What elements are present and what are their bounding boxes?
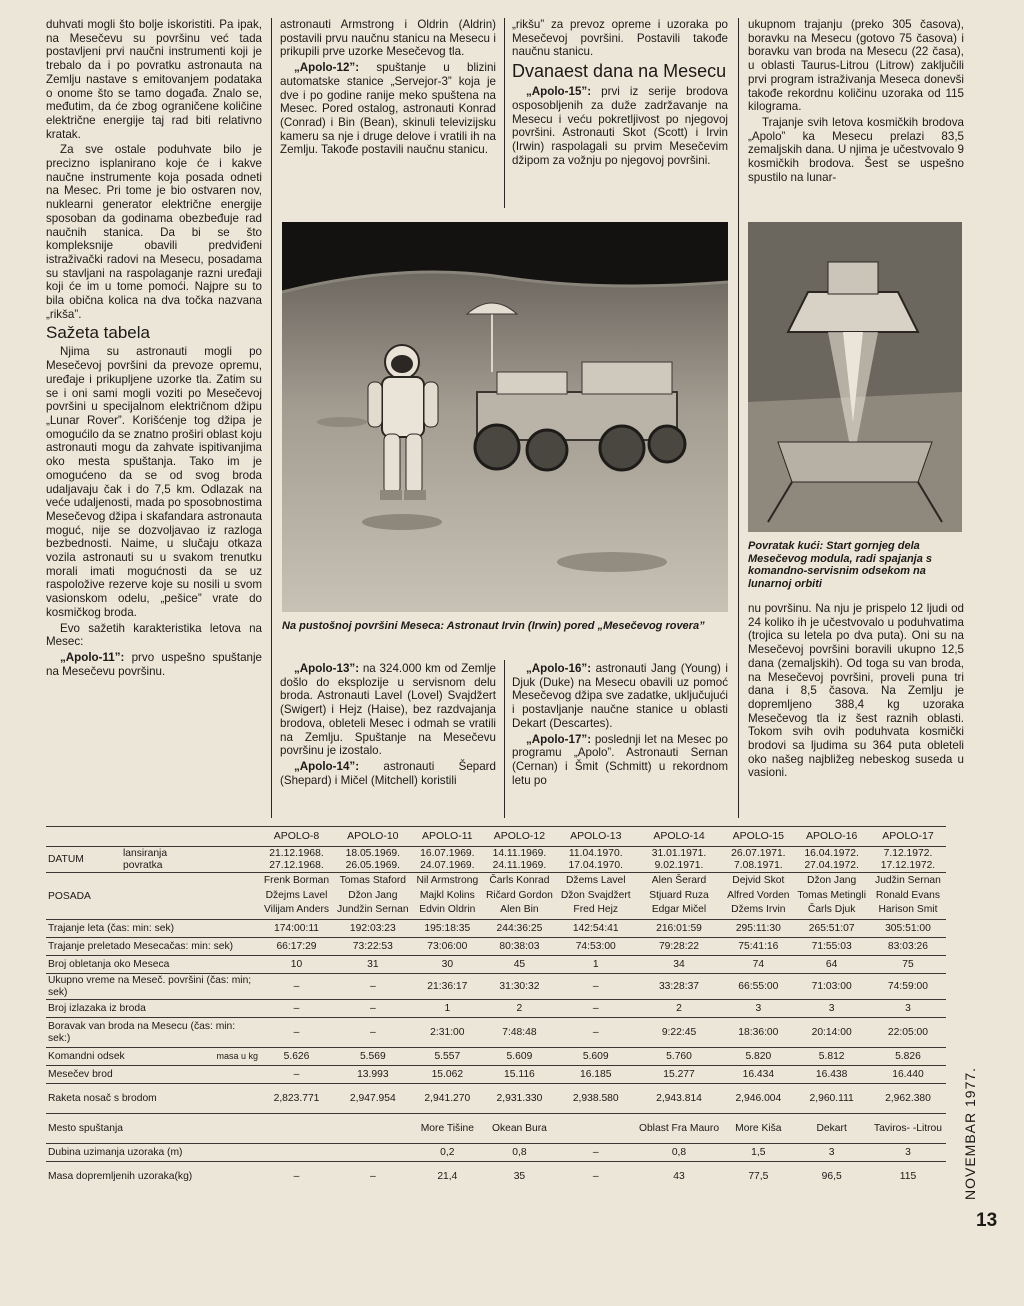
table-cell: 33:28:37 (635, 974, 724, 1000)
row-label: Masa dopremljenih uzoraka(kg) (46, 1162, 260, 1192)
table-cell: 74:53:00 (557, 938, 635, 956)
crew-member: Jundžin Sernan (337, 904, 409, 916)
table-cell: – (557, 974, 635, 1000)
launch-date: 18.05.1969. (345, 848, 401, 860)
crew-cell (333, 873, 413, 920)
table-cell: 7:48:48 (482, 1018, 557, 1048)
lunar-module-caption: Povratak kući: Start gornjeg dela Mesečevog modula, radi spajanja s komandno-servisnim odsekom na lunarnoj orbiti (748, 540, 933, 590)
table-cell: 16.438 (793, 1066, 870, 1084)
photo-illustration (748, 222, 962, 532)
date-cell (870, 847, 946, 873)
date-cell (793, 847, 870, 873)
row-label: Boravak van broda na Mesecu (čas: min: sek:) (46, 1018, 260, 1048)
crew-member: Džon Svajdžert (560, 889, 631, 901)
paragraph (46, 651, 262, 678)
table-cell: 115 (870, 1162, 946, 1192)
table-cell: 2 (635, 1000, 724, 1018)
date-cell (333, 847, 413, 873)
table-cell: 79:28:22 (635, 938, 724, 956)
launch-date: 26.07.1971. (731, 848, 786, 860)
crew-member: Majkl Kolins (419, 889, 475, 901)
table-cell: 34 (635, 956, 724, 974)
paragraph: „rikšu” za prevoz opreme i uzoraka po Mesečevoj površini. Postavili takođe naučnu stanicu. (512, 18, 728, 59)
table-header-row (46, 827, 946, 847)
crew-member: Džems Irvin (731, 904, 786, 916)
paragraph-text: astronauti Šepard (Shepard) i Mičel (Mitchell) koristili (280, 759, 496, 787)
table-cell: 73:22:53 (333, 938, 413, 956)
table-row (46, 1000, 946, 1018)
launch-date: 7.12.1972. (883, 848, 933, 860)
row-label: Trajanje leta (čas: min: sek) (46, 920, 260, 938)
table-cell: 5.760 (635, 1048, 724, 1066)
table-cell: More Kiša (723, 1114, 793, 1144)
table-cell: 3 (870, 1000, 946, 1018)
table-cell: 5.812 (793, 1048, 870, 1066)
paragraph (512, 85, 728, 167)
table-cell: 5.569 (333, 1048, 413, 1066)
row-label: Broj izlazaka iz broda (46, 1000, 260, 1018)
table-cell: 16.440 (870, 1066, 946, 1084)
column-header: APOLO-16 (793, 827, 870, 847)
crew-member: Fred Hejz (573, 904, 619, 916)
photo-caption: Na pustošnoj površini Meseca: Astronaut Irvin (Irwin) pored „Mesečevog rovera” (282, 620, 705, 632)
table-cell: 15.116 (482, 1066, 557, 1084)
row-label: Komandni odsek masa u kg (46, 1048, 260, 1066)
table-cell: 45 (482, 956, 557, 974)
paragraph: ukupnom trajanju (preko 305 časova), boravku na Mesecu (gotovo 75 časova) i boravku van broda na Mesecu (22 časa), u oblasti Taurus-Litrou (Litrow) zaključili prvi program istraživanja Meseca donevši takođe rekordnu količinu uzoraka od 115 kilograma. (748, 18, 964, 114)
crew-member: Ronald Evans (875, 889, 941, 901)
table-cell: 2,946.004 (723, 1084, 793, 1114)
povratka-label: povratka (123, 859, 163, 871)
table-cell: 3 (793, 1144, 870, 1162)
table-row (46, 1144, 946, 1162)
table-row (46, 1114, 946, 1144)
table-cell: – (557, 1000, 635, 1018)
table-cell: 2,938.580 (557, 1084, 635, 1114)
table-cell: 2,943.814 (635, 1084, 724, 1114)
paragraph (280, 760, 496, 787)
table-row (46, 1084, 946, 1114)
table-cell: – (333, 1018, 413, 1048)
crew-member: Tomas Metingli (797, 889, 866, 901)
launch-date: 16.04.1972. (804, 848, 859, 860)
table-cell: – (260, 1066, 333, 1084)
return-date: 7.08.1971. (734, 859, 783, 871)
return-date: 24.11.1969. (492, 859, 547, 871)
crew-member: Nil Armstrong (416, 875, 479, 887)
table-cell: 77,5 (723, 1162, 793, 1192)
column-header: APOLO-15 (723, 827, 793, 847)
paragraph: Trajanje svih letova kosmičkih brodova „Apolo” ka Mesecu prelazi 83,5 zemaljskih dana. U njima je učestvovalo 9 kosmičkih brodova. Šest se uspešno spustilo na lunar- (748, 115, 964, 184)
table-cell: – (557, 1018, 635, 1048)
crew-cell (635, 873, 724, 920)
table-cell: 31:30:32 (482, 974, 557, 1000)
crew-member: Ričard Gordon (485, 889, 553, 901)
table-cell: Okean Bura (482, 1114, 557, 1144)
table-cell: 9:22:45 (635, 1018, 724, 1048)
table-cell: 174:00:11 (260, 920, 333, 938)
crew-member: Tomas Staford (339, 875, 407, 887)
crew-member: Džon Jang (807, 875, 857, 887)
table-cell: – (260, 974, 333, 1000)
table-cell: 22:05:00 (870, 1018, 946, 1048)
row-label: Mesto spuštanja (46, 1114, 260, 1144)
crew-member: Džon Jang (348, 889, 398, 901)
table-cell: 13.993 (333, 1066, 413, 1084)
return-date: 27.04.1972. (804, 859, 859, 871)
column-header: APOLO-17 (870, 827, 946, 847)
crew-cell (482, 873, 557, 920)
photo-illustration (282, 222, 728, 612)
table-cell: 5.626 (260, 1048, 333, 1066)
table-cell: 83:03:26 (870, 938, 946, 956)
table-cell: 244:36:25 (482, 920, 557, 938)
crew-member: Alen Bin (500, 904, 539, 916)
column-header: APOLO-12 (482, 827, 557, 847)
table-cell: 20:14:00 (793, 1018, 870, 1048)
paragraph-text: prvo uspešno spuštanje na Mesečevu površinu. (46, 650, 262, 678)
column-divider (504, 18, 505, 208)
paragraph: Za sve ostale poduhvate bilo je precizno isplanirano koje će i kakve naučne instrumente koja posada odneti na Mesec. Pri tome je bio ostvaren nov, nuklearni generator električne energije sposoban da godinama obezbeđuje rad naučnih stanica. Da bi se što kompleksnije obavili predviđeni istraživački radovi na Mesecu, posadama su stavljani na raspolaganje razni uređaji koji će im u tome pomoći. Najpre su to bila obična kolica na dva točka nazvana „rikša”. (46, 143, 262, 321)
table-cell: 216:01:59 (635, 920, 724, 938)
mission-name: „Apolo-12”: (294, 61, 360, 75)
date-cell (557, 847, 635, 873)
paragraph-text: spuštanje u blizini automatske stanice „Servejor-3” koja je dve i po godine ranije meko spuštena na Mesec. Pored ostalog, astronauti Konrad (Conrad) i Bin (Bean), skinuli televizijsku kameru sa nje i druge delove i vratili ih na Zemlju. Takođe postavili naučnu stanicu. (280, 61, 496, 157)
table-cell: 5.609 (557, 1048, 635, 1066)
paragraph (512, 733, 728, 788)
table-cell: 15.062 (413, 1066, 482, 1084)
table-cell: – (260, 1018, 333, 1048)
mission-name: „Apolo-15”: (526, 85, 592, 99)
paragraph (280, 61, 496, 157)
table-cell: 265:51:07 (793, 920, 870, 938)
paragraph: duhvati mogli što bolje iskoristiti. Pa ipak, na Mesečevu su površinu već tada postavljeni prvi naučni instrumenti koji je trebalo da i po povratku astronauta na Zemlju nastave s emitovanjem podataka o onome što se tamo događa. Znalo se, međutim, da će zbog ograničene količine električne energije taj rad biti relativno kratak. (46, 18, 262, 141)
column-header: APOLO-11 (413, 827, 482, 847)
row-label: POSADA (46, 873, 260, 920)
table-cell: 2 (482, 1000, 557, 1018)
table-cell: 2,941.270 (413, 1084, 482, 1114)
table-cell: 5.557 (413, 1048, 482, 1066)
table-cell: Oblast Fra Mauro (635, 1114, 724, 1144)
crew-cell (793, 873, 870, 920)
table-cell: 64 (793, 956, 870, 974)
crew-cell (870, 873, 946, 920)
mass-unit-label: masa u kg (216, 1051, 258, 1062)
return-date: 26.05.1969. (345, 859, 401, 871)
crew-member: Džejms Lavel (265, 889, 328, 901)
lunar-rover-photo (282, 222, 728, 612)
row-label: Trajanje preletado Mesecačas: min: sek) (46, 938, 260, 956)
table-cell: 30 (413, 956, 482, 974)
crew-member: Džems Lavel (565, 875, 626, 887)
page-number: 13 (976, 1210, 998, 1231)
paragraph: astronauti Armstrong i Oldrin (Aldrin) postavili prvu naučnu stanicu na Mesecu i prikupili prve uzorke Mesečevog tla. (280, 18, 496, 59)
table-cell: 2,962.380 (870, 1084, 946, 1114)
table-cell: 5.609 (482, 1048, 557, 1066)
crew-member: Edgar Mičel (651, 904, 707, 916)
paragraph-text: prvi iz serije brodova osposobljenih za duže zadržavanje na Mesecu i veću pokretljivost po njegovoj površini. Astronauti Skot (Scott) i Irvin (Irwin) raspolagali su prvim Mesečevim džipom za vožnju po njegovoj površini. (512, 85, 728, 167)
crew-member: Vilijam Anders (263, 904, 330, 916)
row-label: Raketa nosač s brodom (46, 1084, 260, 1114)
return-date: 27.12.1968. (269, 859, 324, 871)
section-heading: Sažeta tabela (46, 323, 150, 343)
table-row (46, 1048, 946, 1066)
table-cell: 192:03:23 (333, 920, 413, 938)
table-cell: 43 (635, 1162, 724, 1192)
mission-name: „Apolo-16”: (526, 662, 592, 675)
date-cell (723, 847, 793, 873)
row-label: Ukupno vreme na Meseč. površini (čas: min; sek) (46, 974, 260, 1000)
table-cell (557, 1114, 635, 1144)
return-date: 17.04.1970. (568, 859, 623, 871)
paragraph: nu površinu. Na nju je prispelo 12 ljudi od 24 koliko ih je učestvovalo u poduhvatima (trojica su letela po dva puta). Oni su na Mesečevoj površini boravili ukupno 12,5 dana (zemaljskih). Od toga su van broda, na Mesečevoj površini, proveli puna tri dana i 8,5 časova. Na Zemlju je dopremljeno 388,4 kg uzoraka Mesečevog tla iz šest raznih oblasti. Tokom svih ovih poduhvata kosmički brodovi sa ljudima su 364 puta obleteli oko našeg najbližeg nebeskog suseda u vasioni. (748, 602, 964, 780)
table-cell (333, 1114, 413, 1144)
table-cell: 195:18:35 (413, 920, 482, 938)
table-cell: 80:38:03 (482, 938, 557, 956)
table-cell: 2,823.771 (260, 1084, 333, 1114)
crew-member: Alfred Vorden (727, 889, 790, 901)
table-cell: 71:03:00 (793, 974, 870, 1000)
apollo-missions-table (46, 826, 946, 1192)
crew-member: Čarls Konrad (489, 875, 550, 887)
crew-cell (260, 873, 333, 920)
column-divider (738, 18, 739, 818)
table-row (46, 974, 946, 1000)
launch-date: 11.04.1970. (568, 848, 623, 860)
text-column-4-continued (748, 602, 964, 782)
launch-date: 14.11.1969. (492, 848, 547, 860)
table-cell: 1,5 (723, 1144, 793, 1162)
date-cell (635, 847, 724, 873)
table-cell: 31 (333, 956, 413, 974)
datum-label: DATUM (48, 854, 84, 866)
table-cell: – (557, 1162, 635, 1192)
table-cell: Dekart (793, 1114, 870, 1144)
table-cell: 75 (870, 956, 946, 974)
paragraph: Njima su astronauti mogli po Mesečevoj površini da prevoze opremu, uređaje i prikupljene uzorke tla. Zatim su se i oni sami mogli voziti po Mesečevoj površini u specijalnom električnom džipu „Lunar Rover”. Korišćenje tog džipa je omogućilo da se znatno proširi oblast koju astronauti mogu da zahvate ispitivanjima oko mesta spuštanja. Tako im je omogućeno da se od svog broda udaljavaju čak i do 7,5 km. Odlazak na veće udaljenosti, mada po sposobnostima Mesečevog džipa i skafandara astronauta moguć, nije se dozvoljavao iz razloga bezbednosti. Naime, u slučaju otkaza vozila astronauti su u svakom trenutku morali imati mogućnosti da se uz raspoložive rezerve koje su nosili u svom vasionskom odelu, „pešice” vrate do kosmičkog broda. (46, 345, 262, 619)
crew-cell (557, 873, 635, 920)
table-cell: 1 (413, 1000, 482, 1018)
text-column-6 (512, 662, 728, 789)
table-row (46, 920, 946, 938)
date-cell (413, 847, 482, 873)
table-cell: 305:51:00 (870, 920, 946, 938)
table-cell (333, 1144, 413, 1162)
column-divider (271, 18, 272, 818)
table-cell: 1 (557, 956, 635, 974)
table-cell: 35 (482, 1162, 557, 1192)
table-cell: 75:41:16 (723, 938, 793, 956)
table-cell: 2,931.330 (482, 1084, 557, 1114)
date-cell (260, 847, 333, 873)
table-cell: 73:06:00 (413, 938, 482, 956)
table-corner-cell (46, 827, 260, 847)
launch-date: 21.12.1968. (269, 848, 324, 860)
table-cell: 142:54:41 (557, 920, 635, 938)
text-column-2 (280, 18, 496, 159)
table-row (46, 938, 946, 956)
table-cell: 0,8 (635, 1144, 724, 1162)
paragraph-text: poslednji let na Mesec po programu „Apolo”. Astronauti Sernan (Cernan) i Šmit (Schmitt) u rekordnom letu po (512, 732, 728, 787)
table-cell: 0,8 (482, 1144, 557, 1162)
column-header: APOLO-14 (635, 827, 724, 847)
paragraph (280, 662, 496, 758)
crew-member: Stjuard Ruza (649, 889, 709, 901)
text-column-5 (280, 662, 496, 789)
table-cell: 295:11:30 (723, 920, 793, 938)
table-row (46, 1162, 946, 1192)
table-cell: 0,2 (413, 1144, 482, 1162)
table-cell: – (333, 1162, 413, 1192)
table-cell: 21,4 (413, 1162, 482, 1192)
launch-date: 16.07.1969. (420, 848, 475, 860)
table-row (46, 873, 946, 920)
table-cell: 16.434 (723, 1066, 793, 1084)
table-cell: 3 (793, 1000, 870, 1018)
table-cell: 96,5 (793, 1162, 870, 1192)
table-cell: 74 (723, 956, 793, 974)
table-cell: 66:55:00 (723, 974, 793, 1000)
table-cell: 74:59:00 (870, 974, 946, 1000)
launch-date: 31.01.1971. (651, 848, 707, 860)
crew-member: Alen Šerard (651, 875, 707, 887)
table-cell: – (333, 974, 413, 1000)
table-cell: – (260, 1000, 333, 1018)
mission-name: „Apolo-14”: (294, 759, 360, 773)
table-cell: 16.185 (557, 1066, 635, 1084)
table-row (46, 1018, 946, 1048)
table-cell: 10 (260, 956, 333, 974)
paragraph: Evo sažetih karakteristika letova na Mesec: (46, 621, 262, 649)
column-header: APOLO-10 (333, 827, 413, 847)
crew-cell (723, 873, 793, 920)
table-cell: 5.820 (723, 1048, 793, 1066)
issue-date: NOVEMBAR 1977. (962, 1066, 978, 1200)
column-header: APOLO-13 (557, 827, 635, 847)
column-header: APOLO-8 (260, 827, 333, 847)
table-cell: 2:31:00 (413, 1018, 482, 1048)
mission-name: „Apolo-17”: (526, 732, 592, 746)
crew-member: Čarls Djuk (807, 904, 856, 916)
table-cell: 2,947.954 (333, 1084, 413, 1114)
paragraph (512, 662, 728, 731)
lunar-module-photo (748, 222, 962, 532)
text-column-4 (748, 18, 964, 186)
section-heading: Dvanaest dana na Mesecu (512, 61, 727, 82)
crew-member: Harison Smit (878, 904, 938, 916)
crew-member: Frenk Borman (263, 875, 330, 887)
row-label: Dubina uzimanja uzoraka (m) (46, 1144, 260, 1162)
mission-name: „Apolo-13”: (294, 662, 360, 675)
table-cell (260, 1114, 333, 1144)
row-label: Broj obletanja oko Meseca (46, 956, 260, 974)
table-cell: 71:55:03 (793, 938, 870, 956)
table-cell: 3 (723, 1000, 793, 1018)
paragraph-text: na 324.000 km od Zemlje došlo do eksplozije u servisnom delu broda. Astronauti Lavel (Lovel) Svajdžert (Swigert) i Hejz (Haise), bez razdvajanja brodova, obleteli Mesec i odmah se vratili na Zemlju. Spuštanje na Mesečevu površinu je izostalo. (280, 662, 496, 758)
text-column-3 (512, 18, 728, 169)
table-row (46, 956, 946, 974)
table-cell: 66:17:29 (260, 938, 333, 956)
table-row (46, 1066, 946, 1084)
column-divider (504, 660, 505, 818)
table-cell: – (260, 1162, 333, 1192)
return-date: 17.12.1972. (880, 859, 936, 871)
table-cell: – (333, 1000, 413, 1018)
crew-member: Dejvid Skot (732, 875, 785, 887)
table-cell: 18:36:00 (723, 1018, 793, 1048)
table-cell: 5.826 (870, 1048, 946, 1066)
table-cell: 15.277 (635, 1066, 724, 1084)
row-label: Mesečev brod (46, 1066, 260, 1084)
table-cell: Taviros- -Litrou (870, 1114, 946, 1144)
crew-member: Edvin Oldrin (419, 904, 476, 916)
return-date: 24.07.1969. (420, 859, 475, 871)
table-cell: – (557, 1144, 635, 1162)
date-cell (482, 847, 557, 873)
paragraph-text: astronauti Jang (Young) i Djuk (Duke) na Mesecu obavili uz pomoć Mesečevog džipa sve zadatke, uključujući i postavljanje naučne stanice u oblasti Dekart (Descartes). (512, 662, 728, 730)
crew-member: Judžin Sernan (875, 875, 941, 887)
mission-name: „Apolo-11”: (60, 650, 125, 664)
table-cell: 21:36:17 (413, 974, 482, 1000)
lansiranja-label: lansiranja (123, 848, 168, 860)
table-cell: 2,960.111 (793, 1084, 870, 1114)
text-column-1 (46, 18, 262, 680)
crew-cell (413, 873, 482, 920)
table-row (46, 847, 946, 873)
return-date: 9.02.1971. (654, 859, 704, 871)
table-cell: More Tišine (413, 1114, 482, 1144)
row-label (46, 847, 260, 873)
table-cell (260, 1144, 333, 1162)
table-cell: 3 (870, 1144, 946, 1162)
